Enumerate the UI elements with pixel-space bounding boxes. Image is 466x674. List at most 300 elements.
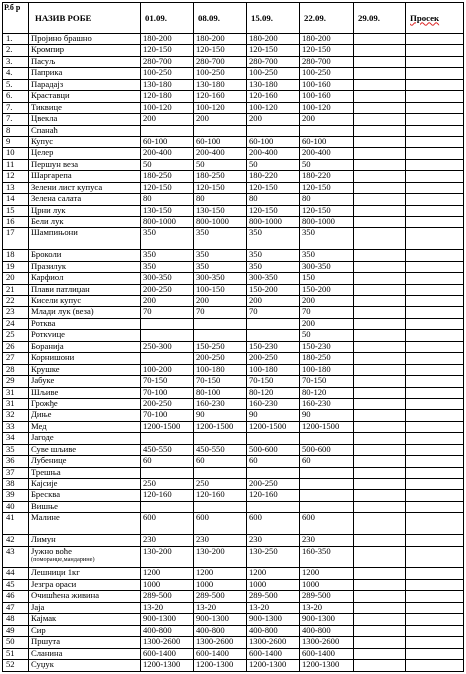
price-cell-date-2: 80 [194,194,247,205]
price-cell-date-2: 350 [194,250,247,261]
price-cell-date-4: 200 [300,318,354,329]
price-cell-date-3: 150-200 [247,284,300,295]
table-row [3,182,464,193]
row-number-cell: 4. [3,68,29,79]
average-cell [406,250,464,261]
product-name-cell [29,114,141,125]
price-cell-date-3: 80-120 [247,387,300,398]
price-cell-date-5 [354,307,406,318]
product-name: Зелени лист купуса [31,182,103,192]
price-cell-date-3: 130-250 [247,546,300,568]
product-name: Лимун [31,534,56,545]
table-row [3,205,464,216]
table-row [3,648,464,659]
price-cell-date-4 [300,433,354,444]
product-name-cell [29,353,141,364]
price-cell-date-4: 300-350 [300,261,354,272]
price-cell-date-4: 70 [300,307,354,318]
product-name-cell [29,341,141,352]
price-cell-date-2: 1000 [194,579,247,590]
average-cell [406,398,464,409]
row-number-cell: 45 [3,579,29,590]
row-number-cell: 32 [3,410,29,421]
table-row [3,45,464,56]
price-cell-date-3: 150-230 [247,341,300,352]
table-row [3,261,464,272]
header-row-number: Р.б р [3,3,29,34]
product-name-cell [29,273,141,284]
table-row [3,228,464,250]
price-cell-date-2 [194,467,247,478]
price-cell-date-2: 600-1400 [194,648,247,659]
row-number-cell: 19 [3,261,29,272]
product-name: Корнишони [31,352,75,363]
table-row [3,34,464,45]
product-name-cell [29,307,141,318]
average-cell [406,625,464,636]
price-cell-date-1: 70-100 [141,387,194,398]
price-cell-date-2 [194,318,247,329]
table-row [3,148,464,159]
product-name: Јаја [31,602,45,612]
table-row [3,284,464,295]
price-cell-date-1: 350 [141,261,194,272]
price-cell-date-3: 500-600 [247,444,300,455]
row-number-cell: 29 [3,376,29,387]
table-row [3,421,464,432]
row-number-cell: 3. [3,56,29,67]
price-cell-date-2 [194,433,247,444]
price-cell-date-1 [141,467,194,478]
row-number-cell: 31 [3,398,29,409]
price-cell-date-5 [354,159,406,170]
price-cell-date-5 [354,625,406,636]
header-row [3,3,464,34]
price-cell-date-1: 100-120 [141,102,194,113]
average-cell [406,114,464,125]
price-cell-date-4: 200 [300,114,354,125]
price-cell-date-2: 289-500 [194,591,247,602]
price-cell-date-3 [247,330,300,341]
price-cell-date-3: 400-800 [247,625,300,636]
table-row [3,579,464,590]
price-cell-date-2: 350 [194,228,247,250]
row-number-cell: 9 [3,136,29,147]
product-name-cell [29,579,141,590]
price-cell-date-1: 200 [141,296,194,307]
price-cell-date-3: 13-20 [247,602,300,613]
table-row [3,433,464,444]
product-name-cell [29,637,141,648]
row-number-cell: 41 [3,513,29,535]
price-cell-date-4: 90 [300,410,354,421]
table-row [3,387,464,398]
price-cell-date-4: 150-230 [300,341,354,352]
price-cell-date-3: 200-250 [247,353,300,364]
price-table [2,2,464,672]
product-name: Купус [31,136,54,146]
table-row [3,56,464,67]
average-cell [406,637,464,648]
price-cell-date-4: 600 [300,513,354,535]
product-name: Роткvице [31,329,65,340]
price-cell-date-5 [354,513,406,535]
price-cell-date-4: 200 [300,296,354,307]
price-cell-date-5 [354,91,406,102]
price-cell-date-5 [354,376,406,387]
row-number-cell: 44 [3,568,29,579]
price-cell-date-2: 1200-1500 [194,421,247,432]
price-cell-date-4 [300,490,354,501]
header-date-4: 22.09. [300,3,354,34]
average-cell [406,479,464,490]
product-name-cell [29,602,141,613]
price-cell-date-4: 350 [300,250,354,261]
product-name-cell [29,102,141,113]
price-cell-date-3: 600 [247,513,300,535]
price-cell-date-3: 600-1400 [247,648,300,659]
table-row [3,217,464,228]
price-cell-date-4: 120-150 [300,205,354,216]
product-name: Језгра ораси [31,579,77,589]
table-row [3,307,464,318]
price-cell-date-3: 350 [247,228,300,250]
price-cell-date-1: 70-150 [141,376,194,387]
price-cell-date-3: 1200-1300 [247,659,300,671]
price-cell-date-5 [354,45,406,56]
table-row [3,250,464,261]
price-cell-date-3: 200-250 [247,479,300,490]
price-cell-date-4: 1200-1500 [300,421,354,432]
table-row [3,194,464,205]
price-cell-date-1: 180-250 [141,171,194,182]
price-cell-date-2: 130-200 [194,546,247,568]
price-cell-date-5 [354,535,406,546]
product-name-cell [29,261,141,272]
header-date-3: 15.09. [247,3,300,34]
table-row [3,159,464,170]
price-cell-date-5 [354,444,406,455]
product-name: Грожђе [31,398,58,408]
price-cell-date-2: 180-250 [194,171,247,182]
price-cell-date-2: 120-160 [194,490,247,501]
price-cell-date-1: 120-150 [141,45,194,56]
row-number-cell: 27 [3,353,29,364]
average-cell [406,591,464,602]
average-cell [406,148,464,159]
product-name-cell [29,376,141,387]
row-number-cell: 47 [3,602,29,613]
row-number-cell: 46 [3,591,29,602]
price-cell-date-3: 200-400 [247,148,300,159]
row-number-cell: 24 [3,318,29,329]
price-cell-date-3: 200 [247,296,300,307]
product-name: Пројино брашно [31,33,92,43]
price-cell-date-4: 1300-2600 [300,637,354,648]
average-cell [406,318,464,329]
product-name: Бресква [31,489,61,500]
price-cell-date-3: 180-220 [247,171,300,182]
product-name-cell [29,614,141,625]
row-number-cell: 20 [3,273,29,284]
price-cell-date-2: 1200 [194,568,247,579]
product-name-note: (поморанџе,мандарине) [31,555,95,563]
price-cell-date-3: 350 [247,250,300,261]
price-cell-date-5 [354,102,406,113]
average-cell [406,456,464,467]
product-name-cell [29,433,141,444]
product-name: Спанаћ [31,125,58,135]
table-row [3,398,464,409]
price-cell-date-2: 80-100 [194,387,247,398]
price-cell-date-4: 400-800 [300,625,354,636]
price-cell-date-2: 350 [194,261,247,272]
price-cell-date-5 [354,479,406,490]
product-name-cell [29,45,141,56]
product-name-cell [29,501,141,512]
product-name: Шампињони [31,227,78,238]
price-cell-date-4: 120-150 [300,45,354,56]
row-number-cell: 40 [3,501,29,512]
average-cell [406,659,464,671]
product-name: Диње [31,409,52,420]
product-name: Јагоде [31,432,54,443]
row-number-cell: 26 [3,341,29,352]
price-cell-date-4: 50 [300,159,354,170]
price-cell-date-4: 13-20 [300,602,354,613]
price-cell-date-4 [300,125,354,136]
product-name: Малине [31,512,60,523]
average-cell [406,34,464,45]
table-row [3,568,464,579]
price-cell-date-1: 120-160 [141,490,194,501]
header-product-name: НАЗИВ РОБЕ [29,3,141,34]
price-cell-date-4: 200-400 [300,148,354,159]
product-name-cell [29,34,141,45]
row-number-cell: 34 [3,433,29,444]
product-name: Црни лук [31,205,66,215]
product-name: Кромпир [31,44,65,55]
table-row [3,68,464,79]
average-cell [406,273,464,284]
price-cell-date-4: 180-250 [300,353,354,364]
price-cell-date-5 [354,602,406,613]
price-cell-date-3: 70 [247,307,300,318]
header-date-2: 08.09. [194,3,247,34]
average-cell [406,205,464,216]
price-cell-date-5 [354,341,406,352]
table-row [3,410,464,421]
product-name: Кајмак [31,613,57,624]
price-cell-date-3: 120-150 [247,182,300,193]
table-row [3,659,464,671]
price-cell-date-4: 180-200 [300,34,354,45]
product-name-cell [29,91,141,102]
row-number-cell: 18 [3,250,29,261]
average-cell [406,125,464,136]
product-name-cell [29,194,141,205]
price-cell-date-2: 280-700 [194,56,247,67]
price-cell-date-5 [354,296,406,307]
price-cell-date-4: 1200-1300 [300,659,354,671]
average-cell [406,171,464,182]
price-cell-date-4 [300,467,354,478]
average-cell [406,353,464,364]
price-cell-date-3: 1200 [247,568,300,579]
price-cell-date-1: 300-350 [141,273,194,284]
average-cell [406,79,464,90]
price-cell-date-4: 100-120 [300,102,354,113]
table-row [3,625,464,636]
table-row [3,535,464,546]
row-number-cell: 51 [3,648,29,659]
product-name: Крушке [31,364,60,374]
price-cell-date-5 [354,182,406,193]
price-cell-date-5 [354,410,406,421]
price-cell-date-1: 13-20 [141,602,194,613]
price-cell-date-2 [194,125,247,136]
price-cell-date-2 [194,501,247,512]
price-cell-date-1: 200 [141,114,194,125]
average-cell [406,261,464,272]
price-cell-date-5 [354,125,406,136]
row-number-cell: 13 [3,182,29,193]
average-cell [406,307,464,318]
product-name-cell [29,136,141,147]
price-cell-date-5 [354,228,406,250]
price-cell-date-5 [354,330,406,341]
price-cell-date-4 [300,479,354,490]
table-row [3,341,464,352]
product-name-cell [29,444,141,455]
price-cell-date-2: 230 [194,535,247,546]
price-cell-date-4: 150-200 [300,284,354,295]
product-name-cell [29,479,141,490]
product-name-cell [29,546,141,568]
price-cell-date-1: 600-1400 [141,648,194,659]
average-cell [406,217,464,228]
price-cell-date-4: 900-1300 [300,614,354,625]
price-cell-date-3 [247,125,300,136]
product-name-cell [29,68,141,79]
product-name: Боранија [31,341,64,351]
price-cell-date-5 [354,659,406,671]
row-number-cell: 48 [3,614,29,625]
price-cell-date-5 [354,68,406,79]
product-name: Парадајз [31,79,64,89]
average-cell [406,228,464,250]
price-cell-date-4: 60-100 [300,136,354,147]
product-name: Шаргарепа [31,170,72,181]
price-cell-date-3: 900-1300 [247,614,300,625]
price-cell-date-5 [354,637,406,648]
product-name-cell [29,182,141,193]
average-cell [406,330,464,341]
product-name-cell [29,513,141,535]
average-cell [406,194,464,205]
product-name: Кисели купус [31,295,82,306]
price-cell-date-2: 250 [194,479,247,490]
price-cell-date-4: 280-700 [300,56,354,67]
price-cell-date-1 [141,501,194,512]
price-cell-date-3: 50 [247,159,300,170]
row-number-cell: 43 [3,546,29,568]
price-cell-date-1 [141,353,194,364]
product-name-cell [29,364,141,375]
product-name-cell [29,171,141,182]
price-cell-date-4 [300,501,354,512]
price-cell-date-2: 60 [194,456,247,467]
price-cell-date-5 [354,194,406,205]
price-cell-date-3 [247,501,300,512]
price-cell-date-2: 300-350 [194,273,247,284]
table-row [3,602,464,613]
price-cell-date-2: 100-250 [194,68,247,79]
product-name: Суџук [31,659,54,669]
price-cell-date-2 [194,330,247,341]
price-cell-date-5 [354,579,406,590]
price-cell-date-2: 130-180 [194,79,247,90]
table-row [3,136,464,147]
price-cell-date-5 [354,648,406,659]
price-cell-date-2: 120-160 [194,91,247,102]
average-cell [406,421,464,432]
price-cell-date-1: 200-250 [141,398,194,409]
price-cell-date-1: 180-200 [141,34,194,45]
price-cell-date-2: 50 [194,159,247,170]
price-cell-date-3: 60 [247,456,300,467]
product-name: Трешња [31,467,61,477]
average-cell [406,376,464,387]
price-cell-date-1: 70 [141,307,194,318]
price-cell-date-2: 400-800 [194,625,247,636]
row-number-cell: 12 [3,171,29,182]
average-cell [406,602,464,613]
table-row [3,102,464,113]
table-row [3,479,464,490]
row-number-cell: 6. [3,91,29,102]
product-name-cell [29,56,141,67]
product-name: Очишћена живина [31,590,100,601]
price-cell-date-5 [354,136,406,147]
price-cell-date-1: 1200-1500 [141,421,194,432]
price-cell-date-1: 350 [141,228,194,250]
product-name: Сланина [31,648,63,658]
average-cell [406,444,464,455]
product-name: Кајсије [31,478,58,489]
price-cell-date-3: 800-1000 [247,217,300,228]
product-name: Суве шљиве [31,444,77,454]
price-cell-date-3 [247,467,300,478]
average-cell [406,296,464,307]
price-cell-date-2: 130-150 [194,205,247,216]
price-cell-date-3 [247,433,300,444]
price-cell-date-5 [354,79,406,90]
price-cell-date-5 [354,421,406,432]
row-number-cell: 39 [3,490,29,501]
row-number-cell: 49 [3,625,29,636]
product-name-cell [29,625,141,636]
product-name: Пршута [31,636,61,647]
price-cell-date-1: 200-250 [141,284,194,295]
price-cell-date-1: 230 [141,535,194,546]
price-cell-date-3: 160-230 [247,398,300,409]
price-cell-date-5 [354,284,406,295]
average-cell [406,159,464,170]
price-cell-date-3: 289-500 [247,591,300,602]
table-row [3,353,464,364]
price-cell-date-5 [354,398,406,409]
